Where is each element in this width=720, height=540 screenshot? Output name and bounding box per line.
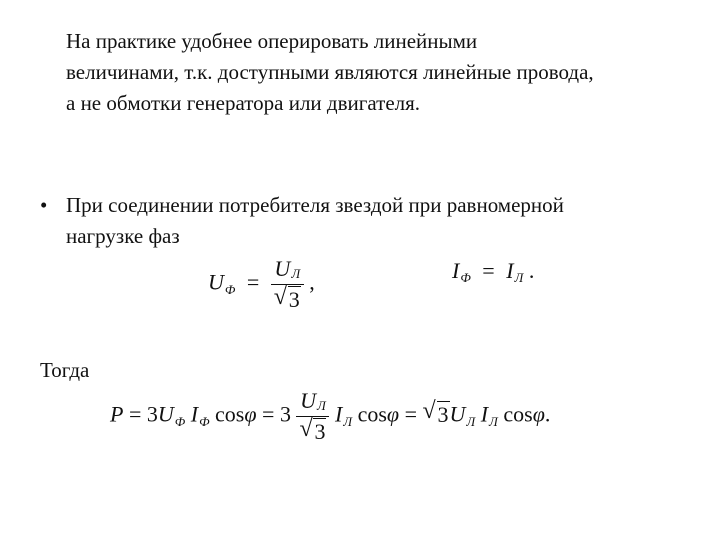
then-label: Тогда: [40, 358, 90, 382]
radicand: 3: [314, 419, 326, 444]
formula-subscript: Л: [466, 413, 476, 429]
formula-operator: = 3: [128, 401, 158, 427]
bullet-item: [40, 190, 700, 252]
bullet-marker: •: [40, 193, 48, 217]
radicand: 3: [288, 287, 300, 312]
formula-subscript: Ф: [460, 270, 471, 285]
radical-sign: √: [299, 416, 313, 442]
formula-function: cos: [503, 401, 533, 427]
formula-subscript: Л: [291, 266, 301, 281]
fraction-numerator: [271, 256, 304, 284]
intro-line-1: На практике удобнее оперировать линейными: [66, 29, 478, 53]
formula-operator: =: [404, 401, 418, 427]
formula-operator: =: [246, 269, 260, 295]
radical-sign: √: [273, 284, 287, 310]
power-formula: [110, 388, 550, 445]
formula-subscript: Ф: [224, 281, 236, 297]
formula-function: cos: [215, 401, 245, 427]
formula-subscript: Ф: [199, 413, 210, 429]
formula-symbol: I: [452, 258, 460, 283]
formula-function: cos: [357, 401, 387, 427]
formula-symbol: U: [157, 401, 174, 427]
formula-symbol: U: [274, 256, 291, 281]
formula-subscript: Л: [489, 413, 498, 429]
formula-subscript: Л: [514, 270, 524, 285]
formula-subscript: Л: [316, 398, 326, 413]
radical-sign: √: [422, 397, 436, 424]
formula-symbol: I: [506, 258, 514, 283]
formula-symbol: I: [480, 401, 489, 427]
formula-symbol: φ: [244, 401, 257, 427]
formula-symbol: I: [190, 401, 199, 427]
formula-symbol: φ: [532, 401, 545, 427]
formula-punctuation: ,: [309, 269, 315, 295]
intro-paragraph: [66, 26, 706, 119]
formula-symbol: φ: [386, 401, 400, 427]
formula-symbol: U: [449, 401, 466, 427]
radicand: 3: [437, 401, 449, 427]
formula-operator: =: [482, 258, 495, 283]
square-root: [273, 284, 301, 313]
formula-symbol: U: [300, 388, 316, 413]
square-root: [422, 397, 450, 428]
fraction-denominator: [296, 416, 329, 445]
bullet-line-2: нагрузке фаз: [66, 224, 180, 248]
fraction-numerator: [296, 388, 329, 416]
fraction-denominator: [271, 284, 304, 313]
formula-symbol: P: [110, 401, 124, 427]
formula-fraction: [296, 388, 329, 445]
formula-punctuation: .: [528, 258, 535, 283]
intro-line-3: а не обмотки генератора или двигателя.: [66, 91, 421, 115]
phase-voltage-formula: [208, 256, 315, 313]
bullet-line-1: При соединении потребителя звездой при равномерной: [66, 193, 564, 217]
formula-operator: = 3: [262, 401, 291, 427]
formula-subscript: Л: [343, 413, 353, 429]
formula-punctuation: .: [544, 401, 551, 427]
square-root: [299, 416, 326, 445]
phase-current-formula: [452, 258, 534, 284]
formula-symbol: U: [208, 269, 224, 295]
formula-symbol: I: [334, 401, 343, 427]
formula-subscript: Ф: [174, 413, 186, 429]
intro-line-2: величинами, т.к. доступными являются линейные провода,: [66, 60, 594, 84]
bullet-text: [66, 190, 700, 252]
formula-fraction: [271, 256, 304, 313]
